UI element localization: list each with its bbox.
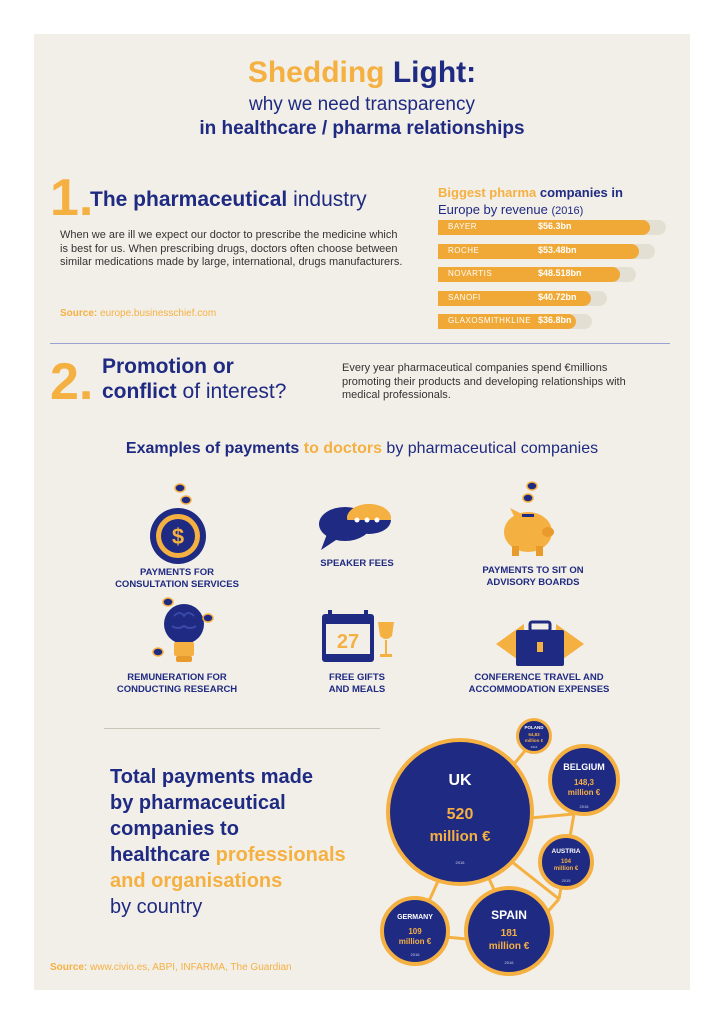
totals-line6: by country: [110, 896, 203, 918]
section1-source: [60, 308, 216, 319]
section1-heading-bold: The pharmaceutical: [90, 188, 288, 211]
example-label-line2: ADVISORY BOARDS: [486, 577, 580, 588]
bar-label: BAYER: [448, 222, 478, 231]
country-amount: 520: [446, 806, 474, 823]
section1-number: 1.: [50, 169, 94, 227]
totals-heading: [110, 764, 346, 920]
source-value: www.civio.es, ABPI, INFARMA, The Guardian: [90, 962, 292, 973]
examples-title: [34, 440, 690, 458]
bar-glaxosmithkline: [438, 314, 576, 329]
country-year: 2015: [561, 878, 571, 883]
bar-label: ROCHE: [448, 245, 480, 255]
example-label-line2: ACCOMMODATION EXPENSES: [468, 684, 610, 695]
country-name: BELGIUM: [563, 762, 605, 772]
country-name: AUSTRIA: [551, 848, 581, 855]
country-unit: million €: [553, 866, 579, 872]
country-unit: million €: [398, 937, 432, 946]
bar-chart: [438, 220, 674, 336]
section2-heading-bold: conflict: [102, 380, 177, 403]
bar-sanofi: [438, 291, 591, 306]
bar-track: [438, 244, 655, 259]
examples-title-part3: by pharmaceutical companies: [386, 440, 599, 457]
calendar-number: 27: [336, 631, 360, 653]
example-label-line2: CONDUCTING RESEARCH: [116, 684, 238, 695]
piggy-bank-icon: [496, 480, 560, 560]
country-amount: 148,3: [573, 778, 595, 787]
country-name: SPAIN: [491, 908, 527, 922]
country-name: GERMANY: [397, 914, 433, 921]
chart-title-navy: companies in: [539, 185, 623, 200]
examples-title-part2: to doctors: [303, 440, 382, 457]
bar-label: GLAXOSMITHKLINE: [448, 316, 532, 325]
totals-line5: and organisations: [110, 870, 283, 892]
country-unit: million €: [524, 738, 544, 743]
section1-heading-rest: industry: [293, 188, 367, 211]
example-label-consultation: [102, 567, 252, 591]
title-highlight: Shedding: [247, 56, 385, 89]
examples-title-part1: Examples of payments: [125, 440, 300, 457]
source-label: Source:: [50, 962, 88, 973]
country-amount: 181: [500, 928, 518, 939]
country-year: 2016: [579, 804, 589, 809]
source-value: europe.businesschief.com: [100, 308, 217, 319]
example-label-line1: SPEAKER FEES: [320, 558, 394, 569]
country-amount: 64,83: [528, 732, 540, 737]
totals-line2: by pharmaceutical: [110, 792, 286, 814]
bar-bayer: [438, 220, 650, 235]
subtitle-line2: in healthcare / pharma relationships: [199, 118, 525, 139]
chart-title-line2: Europe by revenue: [438, 202, 548, 217]
page-title: [34, 56, 690, 90]
bar-value-label: $36.8bn: [538, 315, 572, 325]
section-divider: [50, 343, 670, 344]
example-label-research: [102, 672, 252, 696]
example-label-line1: PAYMENTS TO SIT ON: [482, 565, 584, 576]
bar-label: NOVARTIS: [448, 269, 493, 278]
example-label-advisory: [458, 565, 608, 589]
country-year: 2016: [410, 952, 420, 957]
bar-label: SANOFI: [448, 292, 481, 302]
section2-heading: [102, 354, 286, 404]
example-label-line1: FREE GIFTS: [329, 672, 385, 683]
example-label-line2: AND MEALS: [328, 684, 386, 695]
example-label-speaker: [282, 558, 432, 570]
totals-line3: companies to: [110, 818, 239, 840]
section2-heading-rest: of interest?: [182, 380, 287, 403]
infographic-page: [34, 34, 690, 990]
title-rest: Light:: [392, 56, 477, 89]
country-name: POLAND: [524, 725, 544, 730]
country-amount: 104: [560, 859, 571, 865]
example-label-conference: [454, 672, 624, 696]
svg-text:$: $: [171, 524, 185, 549]
example-label-gifts: [282, 672, 432, 696]
bar-roche: [438, 244, 639, 259]
example-label-line1: PAYMENTS FOR: [140, 567, 214, 578]
section2-number: 2.: [50, 353, 94, 411]
country-year: 2016: [530, 745, 538, 749]
source-label: Source:: [60, 308, 98, 319]
bar-value-label: $40.72bn: [538, 291, 577, 302]
example-label-line1: CONFERENCE TRAVEL AND: [474, 672, 604, 683]
subtitle-line1: why we need transparency: [248, 94, 475, 115]
calendar-wine-icon: [320, 608, 400, 668]
bar-track: [438, 314, 592, 329]
country-name: UK: [448, 772, 472, 789]
bar-value-label: $53.48bn: [538, 244, 577, 255]
example-label-line1: REMUNERATION FOR: [127, 672, 227, 683]
example-label-line2: CONSULTATION SERVICES: [115, 579, 239, 590]
country-year: 2016: [504, 960, 514, 965]
totals-line1: Total payments made: [110, 766, 314, 788]
section1-paragraph: When we are ill we expect our doctor to prescribe the medicine which is best for us. When prescribing drugs, doctors often choose between similar medications made by large, international, drugs manufacturers.: [60, 229, 403, 268]
totals-line4-navy: healthcare: [110, 844, 211, 866]
section1-heading: [90, 188, 367, 212]
country-amount: 109: [408, 927, 422, 936]
totals-source: [50, 962, 292, 973]
brain-lightbulb-icon: [146, 596, 220, 670]
bar-novartis: [438, 267, 620, 282]
country-unit: million €: [488, 941, 530, 952]
bubble-uk: [386, 738, 534, 886]
dollar-coin-icon: [142, 480, 214, 566]
country-unit: million €: [567, 788, 601, 797]
country-year: 2016: [455, 860, 465, 865]
bubble-belgium: [548, 744, 620, 816]
speech-bubbles-icon: [317, 500, 397, 556]
totals-divider: [104, 728, 380, 729]
bubble-austria: [538, 834, 594, 890]
chart-title-year: (2016): [551, 205, 584, 217]
bubble-poland: [516, 718, 552, 754]
chart-title: [438, 184, 623, 220]
bubble-spain: [464, 886, 554, 976]
bar-value-label: $56.3bn: [538, 221, 572, 231]
bar-track: [438, 220, 666, 235]
bar-track: [438, 291, 607, 306]
chart-title-orange: Biggest pharma: [438, 185, 537, 200]
bubble-germany: [380, 896, 450, 966]
bar-track: [438, 267, 636, 282]
country-unit: million €: [429, 828, 491, 845]
bar-value-label: $48.518bn: [538, 268, 582, 278]
briefcase-plane-icon: [494, 618, 586, 670]
section2-paragraph: Every year pharmaceutical companies spend €millions promoting their products and developing relationships with medical professionals.: [342, 362, 626, 401]
totals-line4-orange: professionals: [215, 844, 346, 866]
section2-heading-line1: Promotion or: [102, 355, 234, 378]
